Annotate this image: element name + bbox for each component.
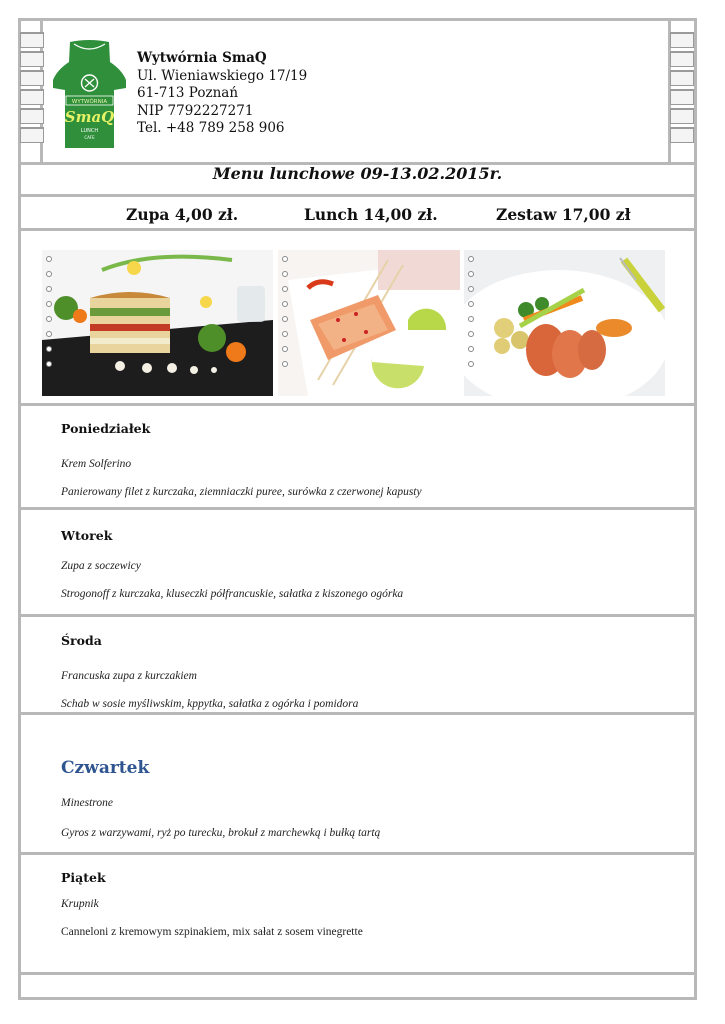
divider [18, 194, 697, 197]
soup-item: Krem Solferino [61, 458, 132, 470]
soup-item: Zupa z soczewicy [61, 560, 141, 572]
price-set: Zestaw 17,00 zł [496, 205, 631, 224]
company-name: Wytwórnia SmaQ [137, 50, 267, 66]
main-dish-item: Canneloni z kremowym szpinakiem, mix sałat z sosem vinegrette [61, 926, 363, 938]
divider [18, 712, 697, 715]
notebook-tabs-right [670, 32, 694, 146]
main-dish-item: Schab w sosie myśliwskim, kppytka, sałatka z ogórka i pomidora [61, 698, 359, 710]
divider [18, 228, 697, 231]
divider [18, 507, 697, 510]
svg-text:CAFE: CAFE [84, 135, 95, 140]
price-lunch: Lunch 14,00 zł. [304, 205, 438, 224]
divider [18, 852, 697, 855]
apron-logo-icon [52, 40, 127, 152]
menu-title: Menu lunchowe 09-13.02.2015r. [212, 164, 503, 183]
price-soup: Zupa 4,00 zł. [126, 205, 239, 224]
svg-text:SmaQ: SmaQ [64, 108, 115, 126]
company-city: 61-713 Poznań [137, 85, 239, 101]
main-dish-item: Panierowany filet z kurczaka, ziemniaczki puree, surówka z czerwonej kapusty [61, 486, 422, 498]
svg-text:LUNCH: LUNCH [80, 128, 99, 134]
divider [18, 972, 697, 975]
company-phone: Tel. +48 789 258 906 [137, 120, 285, 136]
notebook-tabs-left [20, 32, 44, 146]
company-info [137, 50, 307, 138]
soup-item: Minestrone [61, 797, 113, 809]
divider [18, 614, 697, 617]
day-name: Czwartek [61, 758, 150, 778]
company-nip: NIP 7792227271 [137, 102, 254, 119]
svg-text:WYTWÓRNIA: WYTWÓRNIA [71, 99, 108, 105]
day-name: Środa [61, 633, 102, 648]
lasagne-photo [42, 250, 273, 396]
chicken-roll-photo [464, 250, 665, 396]
company-street: Ul. Wieniawskiego 17/19 [137, 67, 308, 84]
soup-item: Krupnik [61, 898, 99, 910]
header [52, 40, 612, 155]
divider [18, 403, 697, 406]
day-name: Poniedziałek [61, 421, 151, 436]
price-row [21, 202, 694, 228]
day-name: Piątek [61, 870, 106, 885]
main-dish-item: Gyros z warzywami, ryż po turecku, brokuł z marchewką i bułką tartą [61, 827, 381, 839]
main-dish-item: Strogonoff z kurczaka, kluseczki półfrancuskie, sałatka z kiszonego ogórka [61, 588, 404, 600]
salmon-skewer-photo [278, 250, 460, 396]
day-name: Wtorek [61, 528, 113, 543]
soup-item: Francuska zupa z kurczakiem [61, 670, 197, 682]
